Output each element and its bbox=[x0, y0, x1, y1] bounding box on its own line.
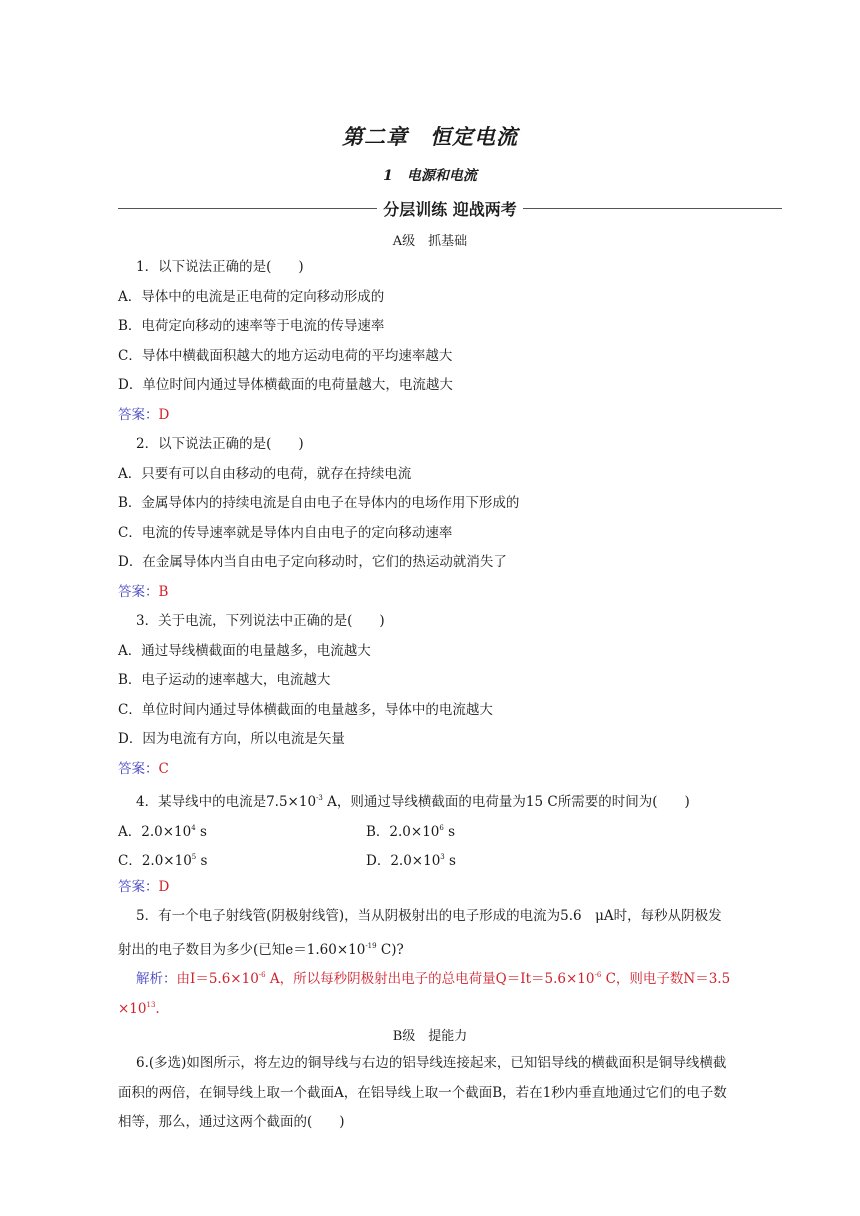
q3-option-c: C．单位时间内通过导体横截面的电量越多，导体中的电流越大 bbox=[118, 702, 493, 718]
q3-option-d: D．因为电流有方向，所以电流是矢量 bbox=[118, 731, 345, 747]
option-unit: s bbox=[443, 824, 456, 840]
q4-answer bbox=[118, 878, 169, 896]
q3-stem: 3．关于电流，下列说法中正确的是( ) bbox=[136, 613, 385, 629]
q6-line-3: 相等，那么，通过这两个截面的( ) bbox=[118, 1114, 345, 1130]
solution-exponent: -6 bbox=[258, 971, 266, 979]
answer-label: 答案： bbox=[118, 584, 159, 600]
banner-rule-left bbox=[118, 208, 377, 209]
solution-exponent: 13 bbox=[146, 1001, 156, 1009]
answer-value: D bbox=[158, 407, 170, 423]
answer-value: C bbox=[158, 761, 169, 777]
solution-part: . bbox=[155, 1001, 160, 1017]
q1-option-d: D．单位时间内通过导体横截面的电荷量越大，电流越大 bbox=[118, 377, 453, 393]
option-text: B．2.0×10 bbox=[366, 824, 440, 840]
solution-part: C，则电子数N＝3.5 bbox=[601, 971, 731, 987]
option-exponent: 4 bbox=[191, 824, 196, 832]
section-b-heading: B级 提能力 bbox=[392, 1029, 468, 1044]
solution-exponent: -6 bbox=[594, 971, 602, 979]
q4-option-d bbox=[366, 848, 456, 870]
q5-solution-line-2 bbox=[118, 996, 160, 1018]
answer-value: D bbox=[158, 879, 170, 895]
q3-answer bbox=[118, 760, 169, 778]
q4-stem-text: 4．某导线中的电流是7.5×10 bbox=[136, 794, 317, 810]
banner-rule-right bbox=[523, 208, 782, 209]
q4-stem-text-end: A，则通过导线横截面的电荷量为15 C所需要的时间为( ) bbox=[322, 794, 690, 810]
answer-label: 答案： bbox=[118, 879, 159, 895]
lesson-subtitle: 1 电源和电流 bbox=[383, 168, 477, 184]
q4-stem bbox=[136, 789, 690, 811]
option-text: C．2.0×10 bbox=[118, 853, 192, 869]
q2-answer bbox=[118, 583, 168, 601]
q4-option-b bbox=[366, 819, 455, 841]
q4-option-a bbox=[118, 819, 207, 841]
option-text: D．2.0×10 bbox=[366, 853, 441, 869]
q2-option-a: A．只要有可以自由移动的电荷，就存在持续电流 bbox=[118, 466, 412, 482]
q4-option-c bbox=[118, 848, 208, 870]
option-unit: s bbox=[196, 853, 208, 869]
q5-text: 射出的电子数目为多少(已知e＝1.60×10 bbox=[118, 942, 366, 958]
chapter-title: 第二章 恒定电流 bbox=[342, 124, 518, 149]
q5-text-end: C)? bbox=[376, 942, 404, 958]
solution-label: 解析： bbox=[136, 971, 177, 987]
q2-stem: 2．以下说法正确的是( ) bbox=[136, 436, 304, 452]
q1-stem: 1．以下说法正确的是( ) bbox=[136, 259, 304, 275]
option-text: A．2.0×10 bbox=[118, 824, 192, 840]
q5-solution-line-1 bbox=[136, 966, 730, 988]
option-exponent: 6 bbox=[439, 824, 444, 832]
option-exponent: 5 bbox=[191, 853, 197, 861]
section-a-heading: A级 抓基础 bbox=[392, 234, 468, 249]
option-unit: s bbox=[444, 853, 456, 869]
q6-line-2: 面积的两倍，在铜导线上取一个截面A，在铝导线上取一个截面B，若在1秒内垂直地通过它们的电子数 bbox=[118, 1085, 727, 1101]
solution-text bbox=[177, 971, 731, 987]
q2-option-d: D．在金属导体内当自由电子定向移动时，它们的热运动就消失了 bbox=[118, 554, 507, 570]
answer-label: 答案： bbox=[118, 407, 159, 423]
option-exponent: 3 bbox=[440, 853, 445, 861]
banner-text: 分层训练 迎战两考 bbox=[383, 199, 517, 219]
answer-label: 答案： bbox=[118, 761, 159, 777]
q5-exponent: -19 bbox=[365, 942, 377, 950]
q6-line-1: 6.(多选)如图所示，将左边的铜导线与右边的铝导线连接起来，已知铝导线的横截面积是铜导线横截 bbox=[136, 1055, 727, 1071]
q2-option-b: B．金属导体内的持续电流是自由电子在导体内的电场作用下形成的 bbox=[118, 495, 520, 511]
solution-part: ×10 bbox=[118, 1001, 147, 1017]
training-banner bbox=[118, 196, 782, 220]
q2-option-c: C．电流的传导速率就是导体内自由电子的定向移动速率 bbox=[118, 525, 453, 541]
q1-answer bbox=[118, 406, 169, 424]
q3-option-a: A．通过导线横截面的电量越多，电流越大 bbox=[118, 643, 371, 659]
q1-option-a: A．导体中的电流是正电荷的定向移动形成的 bbox=[118, 289, 385, 305]
answer-value: B bbox=[158, 584, 169, 600]
solution-part: 由I＝5.6×10 bbox=[176, 971, 259, 987]
q5-line-1: 5．有一个电子射线管(阴极射线管)，当从阴极射出的电子形成的电流为5.6 μA时，每秒从阴极发 bbox=[136, 908, 722, 924]
q4-stem-exponent: -3 bbox=[316, 794, 323, 802]
q5-line-2 bbox=[118, 937, 404, 959]
option-unit: s bbox=[195, 824, 207, 840]
q1-option-b: B．电荷定向移动的速率等于电流的传导速率 bbox=[118, 318, 385, 334]
solution-part: A，所以每秒阴极射出电子的总电荷量Q＝It＝5.6×10 bbox=[265, 971, 595, 987]
q3-option-b: B．电子运动的速率越大，电流越大 bbox=[118, 672, 331, 688]
q1-option-c: C．导体中横截面积越大的地方运动电荷的平均速率越大 bbox=[118, 348, 453, 364]
